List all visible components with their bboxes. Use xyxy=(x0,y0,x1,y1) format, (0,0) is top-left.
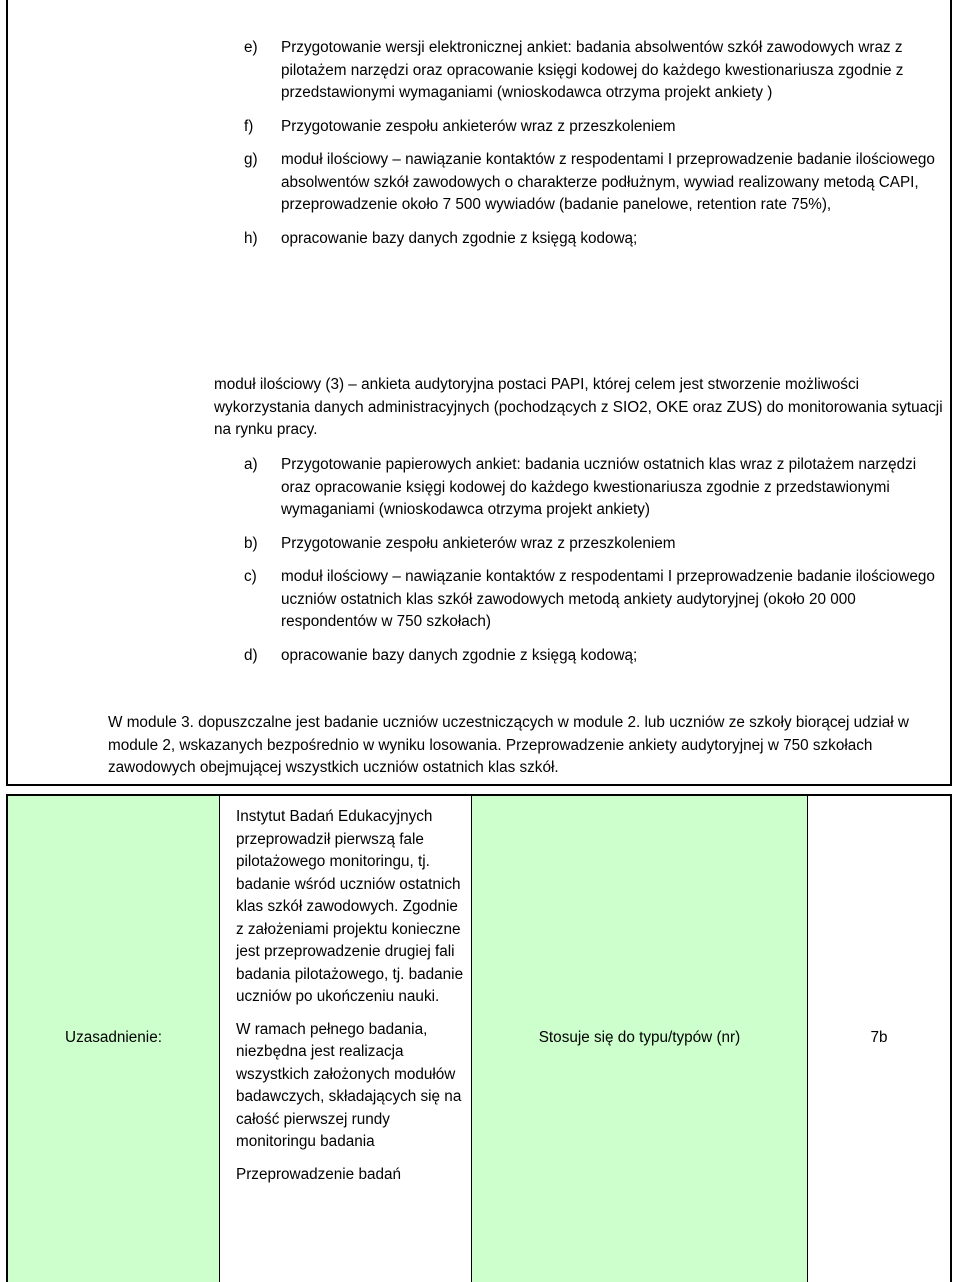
list-marker: g) xyxy=(244,151,258,168)
list-marker: c) xyxy=(244,568,257,585)
list-item-text: Przygotowanie papierowych ankiet: badania uczniów ostatnich klas wraz z pilotażem narzędzi oraz opracowanie księgi kodowej do każdego kwestionariusza zgodnie z przedstawionymi wymaganiami (wnioskodawca otrzyma projekt ankiety) xyxy=(281,456,917,518)
list-item xyxy=(244,533,950,556)
justification-paragraph: W ramach pełnego badania, niezbędna jest realizacja wszystkich założonych modułów badawczych, składających się na całość pierwszej rundy monitoringu badania xyxy=(236,1020,462,1150)
list-item xyxy=(244,149,950,217)
list-item-text: moduł ilościowy – nawiązanie kontaktów z respodentami I przeprowadzenie badanie ilościowego absolwentów szkół zawodowych o charakterze podłużnym, wywiad realizowany metodą CAPI, przeprowadzenie około 7 500 wywiadów (badanie panelowe, retention rate 75%), xyxy=(281,151,935,213)
module3-task-list xyxy=(244,454,950,667)
justification-paragraph: Przeprowadzenie badań xyxy=(236,1165,401,1183)
type-value-cell xyxy=(808,796,950,1282)
type-label-cell xyxy=(472,796,808,1282)
justification-text-cell xyxy=(220,796,472,1282)
list-marker: h) xyxy=(244,229,258,247)
list-marker: a) xyxy=(244,456,258,473)
list-marker: e) xyxy=(244,39,258,56)
list-item xyxy=(244,645,950,668)
list-item xyxy=(244,116,950,139)
justification-paragraph: Instytut Badań Edukacyjnych przeprowadził pierwszą fale pilotażowego monitoringu, tj. badanie wśród uczniów ostatnich klas szkół zawodowych. Zgodnie z założeniami projektu konieczne jest przeprowadzenie drugiej fali badania pilotażowego, tj. badanie uczniów po ukończeniu nauki. xyxy=(236,808,464,1005)
justification-label: Uzasadnienie: xyxy=(65,1029,162,1046)
list-item-text: Przygotowanie wersji elektronicznej ankiet: badania absolwentów szkół zawodowych wraz z pilotażem narzędzi oraz opracowanie księgi kodowej do każdego kwestionariusza zgodnie z przedstawionymi wymaganiami (wnioskodawca otrzyma projekt ankiety ) xyxy=(281,39,904,101)
justification-text xyxy=(236,806,464,1196)
list-item-text: Przygotowanie zespołu ankieterów wraz z przeszkoleniem xyxy=(281,117,676,135)
justification-label-cell xyxy=(8,796,220,1282)
list-marker: d) xyxy=(244,646,258,664)
list-item-text: opracowanie bazy danych zgodnie z księgą kodową; xyxy=(281,646,638,664)
module3-intro: moduł ilościowy (3) – ankieta audytoryjna postaci PAPI, której celem jest stworzenie możliwości wykorzystania danych administracyjnych (pochodzących z SIO2, OKE oraz ZUS) do monitorowania sytuacji na rynku pracy. xyxy=(214,376,943,438)
list-item xyxy=(244,454,950,522)
list-item-text: moduł ilościowy – nawiązanie kontaktów z respodentami I przeprowadzenie badanie ilościowego uczniów ostatnich klas szkół zawodowych metodą ankiety audytoryjnej (około 20 000 respondentów w 750 szkołach) xyxy=(281,568,935,630)
module3-note: W module 3. dopuszczalne jest badanie uczniów uczestniczących w module 2. lub uczniów ze szkoły biorącej udział w module 2, wskazanych bezpośrednio w wyniku losowania. Przeprowadzenie ankiety audytoryjnej w 750 szkołach zawodowych obejmującej wszystkich uczniów ostatnich klas szkół. xyxy=(108,714,909,776)
justification-table xyxy=(6,794,952,1282)
list-item-text: Przygotowanie zespołu ankieterów wraz z przeszkoleniem xyxy=(281,534,676,552)
list-item xyxy=(244,37,950,105)
list-item-text: opracowanie bazy danych zgodnie z księgą kodową; xyxy=(281,229,638,247)
module2-task-list xyxy=(244,37,950,250)
list-marker: f) xyxy=(244,117,254,135)
list-item xyxy=(244,228,950,251)
list-marker: b) xyxy=(244,534,258,552)
type-label: Stosuje się do typu/typów (nr) xyxy=(538,1029,741,1046)
list-item xyxy=(244,566,950,634)
type-value: 7b xyxy=(870,1029,888,1046)
